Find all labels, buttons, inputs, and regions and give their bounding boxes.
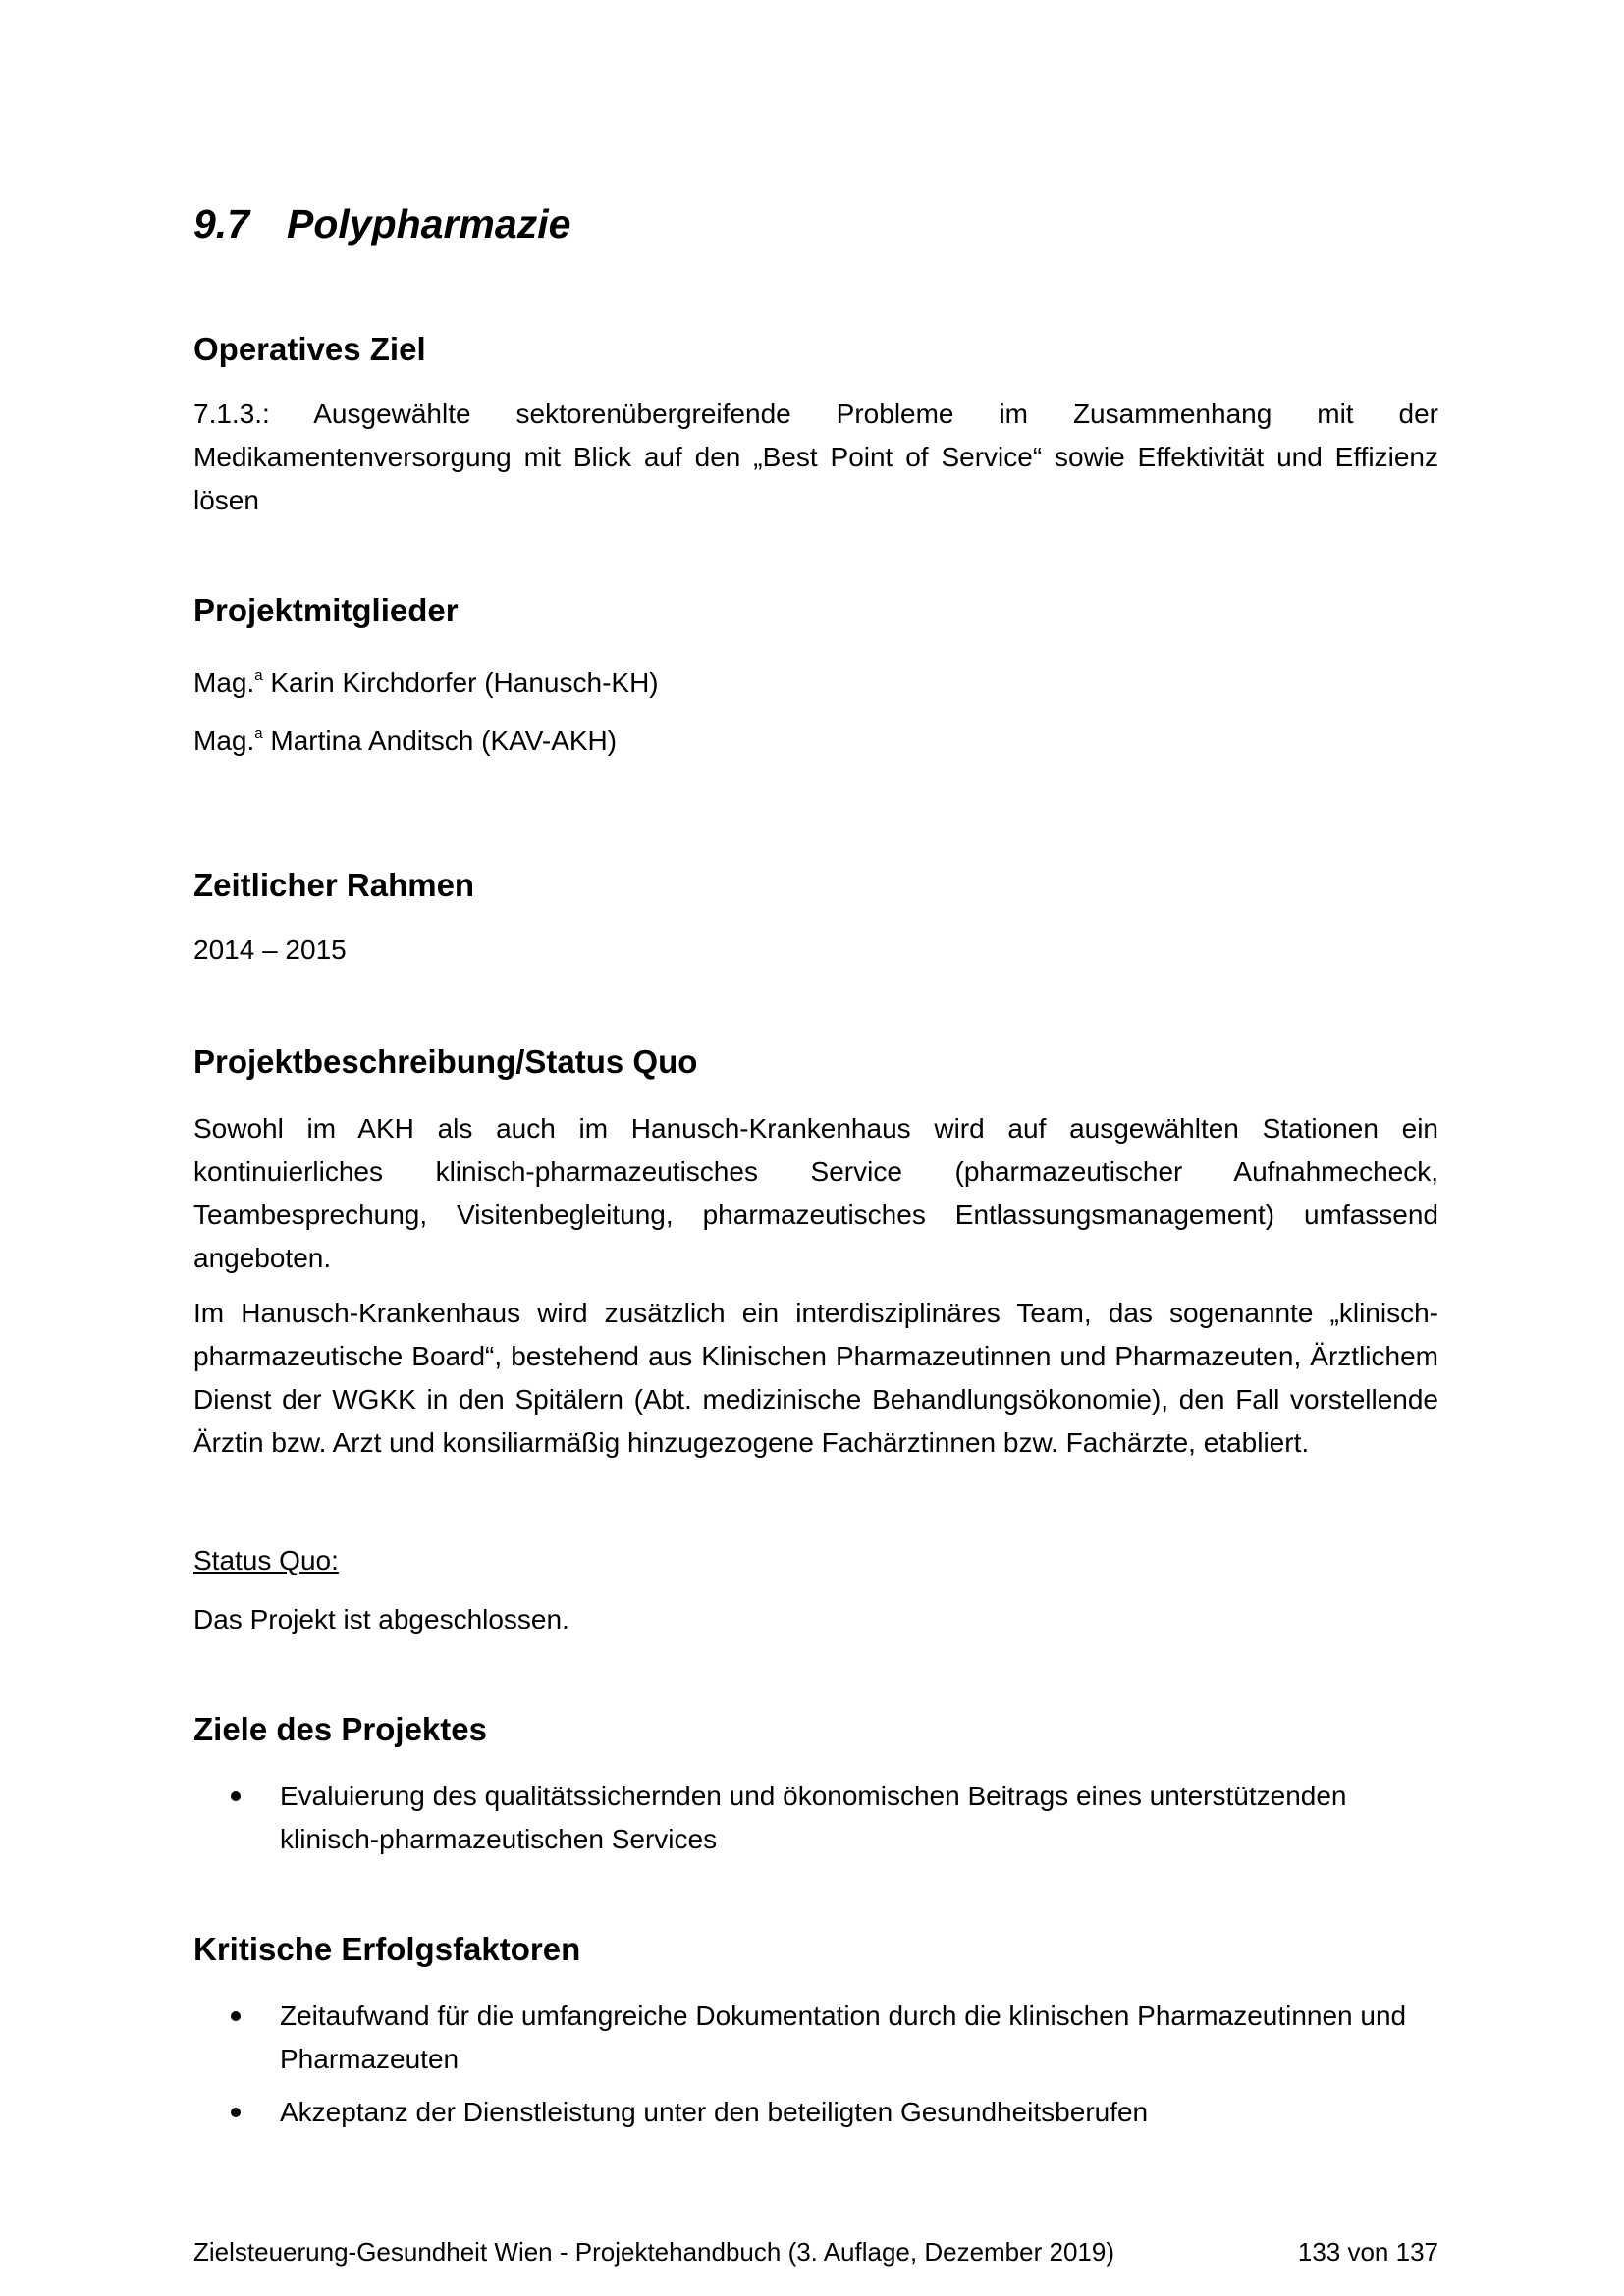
list-item-text: Akzeptanz der Dienstleistung unter den beteiligten Gesundheitsberufen <box>280 2097 1149 2127</box>
heading-erfolgsfaktoren: Kritische Erfolgsfaktoren <box>193 1931 581 1967</box>
heading-projektbeschreibung: Projektbeschreibung/Status Quo <box>193 1043 698 1080</box>
heading-operatives-ziel: Operatives Ziel <box>193 331 426 367</box>
member-name: Karin Kirchdorfer (Hanusch-KH) <box>270 667 659 698</box>
list-item-text: Zeitaufwand für die umfangreiche Dokumentation durch die klinischen Pharmazeutinnen und Pharmazeuten <box>280 2001 1407 2074</box>
bullet-icon <box>231 2108 241 2117</box>
status-quo-label <box>193 1539 1438 1582</box>
bullet-icon <box>231 2011 241 2021</box>
page-number: 133 von 137 <box>1297 2237 1438 2267</box>
list-item <box>193 2091 1438 2134</box>
footer-title: Zielsteuerung-Gesundheit Wien - Projektehandbuch (3. Auflage, Dezember 2019) <box>193 2237 1114 2267</box>
list-item <box>193 1995 1438 2081</box>
chapter-number: 9.7 <box>193 201 249 246</box>
chapter-title <box>193 196 570 251</box>
description-paragraph: Im Hanusch-Krankenhaus wird zusätzlich ein interdisziplinäres Team, das sogenannte „klinisch-pharmazeutische Board“, bestehend aus Klinischen Pharmazeutinnen und Pharmazeuten, Ärztlichem Dienst der WGKK in den Spitälern (Abt. medizinische Behandlungsökonomie), den Fall vorstellende Ärztin bzw. Arzt und konsiliarmäßig hinzugezogene Fachärztinnen bzw. Fachärzte, etabliert. <box>193 1298 1438 1458</box>
factors-list <box>193 1995 1438 2144</box>
heading-projektmitglieder: Projektmitglieder <box>193 592 459 628</box>
bullet-icon <box>231 1791 241 1801</box>
status-quo-label-text: Status Quo: <box>193 1545 339 1575</box>
member-title: Mag. <box>193 725 255 756</box>
member-title: Mag. <box>193 667 255 698</box>
heading-zeitlicher-rahmen: Zeitlicher Rahmen <box>193 867 475 903</box>
status-quo-text: Das Projekt ist abgeschlossen. <box>193 1604 569 1634</box>
chapter-name: Polypharmazie <box>287 201 571 246</box>
member-item <box>193 713 1438 763</box>
description-paragraph: Sowohl im AKH als auch im Hanusch-Krankenhaus wird auf ausgewählten Stationen ein kontinuierliches klinisch-pharmazeutisches Service (pharmazeutischer Aufnahmecheck, Teambesprechung, Visitenbegleitung, pharmazeutisches Entlassungsmanagement) umfassend angeboten. <box>193 1113 1438 1273</box>
list-item-text: Evaluierung des qualitätssichernden und ökonomischen Beitrags eines unterstützenden klinisch-pharmazeutischen Services <box>280 1781 1347 1854</box>
member-title-superscript: a <box>254 667 263 684</box>
operatives-ziel-text: 7.1.3.: Ausgewählte sektorenübergreifende Probleme im Zusammenhang mit der Medikamentenversorgung mit Blick auf den „Best Point of Service“ sowie Effektivität und Effizienz lösen <box>193 399 1438 515</box>
list-item <box>193 1775 1438 1861</box>
heading-ziele: Ziele des Projektes <box>193 1711 487 1747</box>
member-title-superscript: a <box>254 725 263 742</box>
page-footer <box>193 2234 1438 2269</box>
member-item <box>193 655 1438 705</box>
goals-list <box>193 1775 1438 1871</box>
member-name: Martina Anditsch (KAV-AKH) <box>270 725 618 756</box>
timeframe-text: 2014 – 2015 <box>193 934 347 965</box>
